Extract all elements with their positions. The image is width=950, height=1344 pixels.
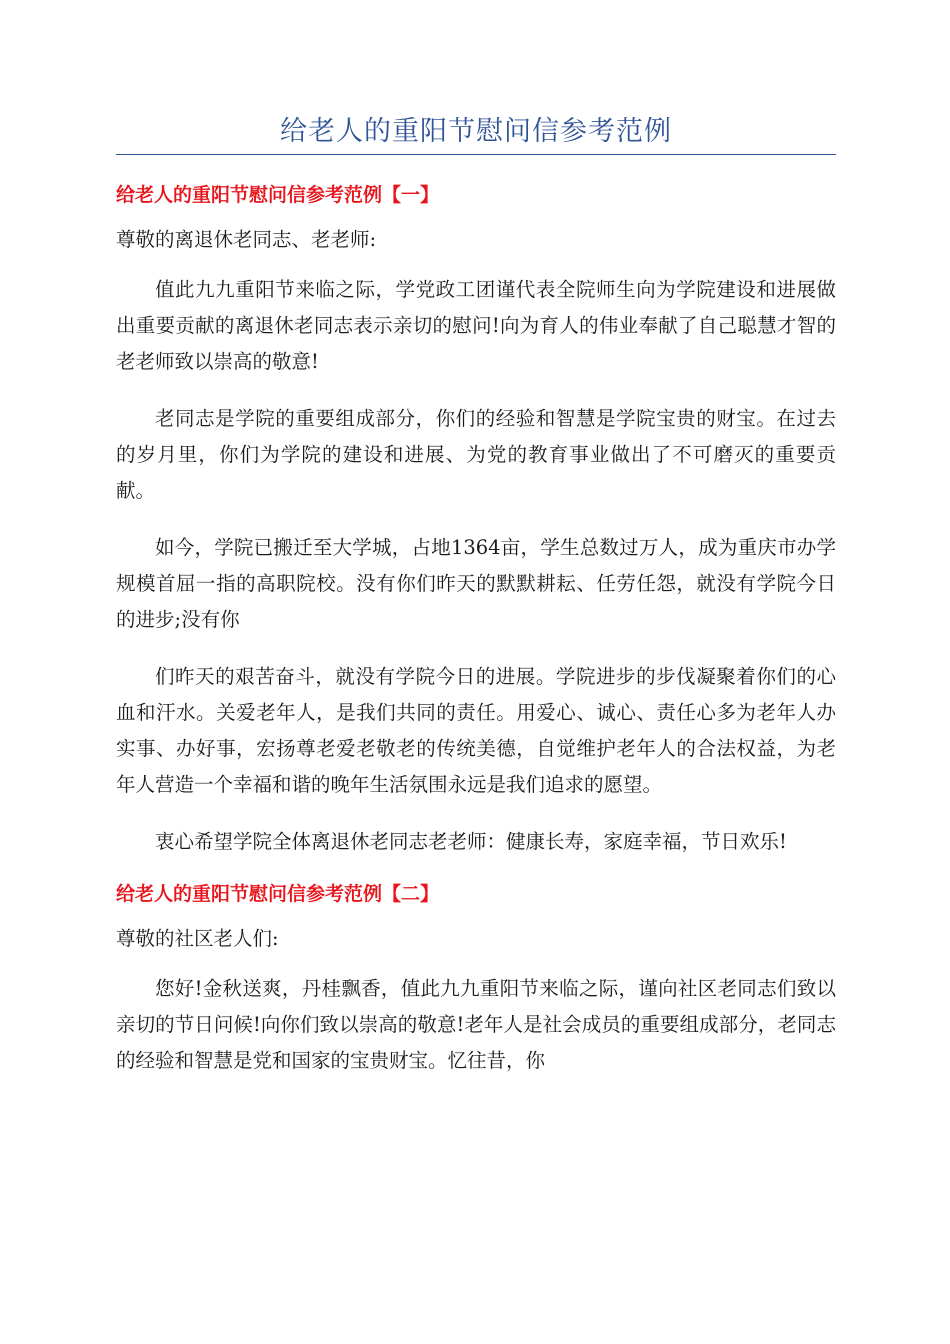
section-2-paragraph: 您好!金秋送爽，丹桂飘香，值此九九重阳节来临之际，谨向社区老同志们致以亲切的节日问候!向你们致以崇高的敬意!老年人是社会成员的重要组成部分，老同志的经验和智慧是党和国家的宝贵财宝。忆往昔，你 — [116, 977, 836, 1072]
section-1-paragraph: 如今，学院已搬迁至大学城，占地1364亩，学生总数过万人，成为重庆市办学规模首屈一指的高职院校。没有你们昨天的默默耕耘、任劳任怨，就没有学院今日的进步;没有你 — [116, 536, 836, 631]
section-heading-2: 给老人的重阳节慰问信参考范例【二】 — [116, 883, 440, 905]
title-underline — [116, 154, 836, 155]
section-1-greeting: 尊敬的离退休老同志、老老师: — [116, 228, 377, 251]
document-page — [116, 0, 836, 1079]
section-2-greeting: 尊敬的社区老人们: — [116, 927, 279, 950]
section-1-paragraph: 老同志是学院的重要组成部分，你们的经验和智慧是学院宝贵的财宝。在过去的岁月里，你们为学院的建设和进展、为党的教育事业做出了不可磨灭的重要贡献。 — [116, 407, 836, 502]
document-title: 给老人的重阳节慰问信参考范例 — [280, 116, 672, 147]
section-heading-1: 给老人的重阳节慰问信参考范例【一】 — [116, 184, 440, 206]
section-1-paragraph: 衷心希望学院全体离退休老同志老老师：健康长寿，家庭幸福，节日欢乐! — [155, 830, 787, 853]
section-1-paragraph: 们昨天的艰苦奋斗，就没有学院今日的进展。学院进步的步伐凝聚着你们的心血和汗水。关爱老年人，是我们共同的责任。用爱心、诚心、责任心多为老年人办实事、办好事，宏扬尊老爱老敬老的传统美德，自觉维护老年人的合法权益，为老年人营造一个幸福和谐的晚年生活氛围永远是我们追求的愿望。 — [116, 665, 836, 796]
section-1-paragraph: 值此九九重阳节来临之际，学党政工团谨代表全院师生向为学院建设和进展做出重要贡献的离退休老同志表示亲切的慰问!向为育人的伟业奉献了自己聪慧才智的老老师致以崇高的敬意! — [116, 278, 836, 373]
